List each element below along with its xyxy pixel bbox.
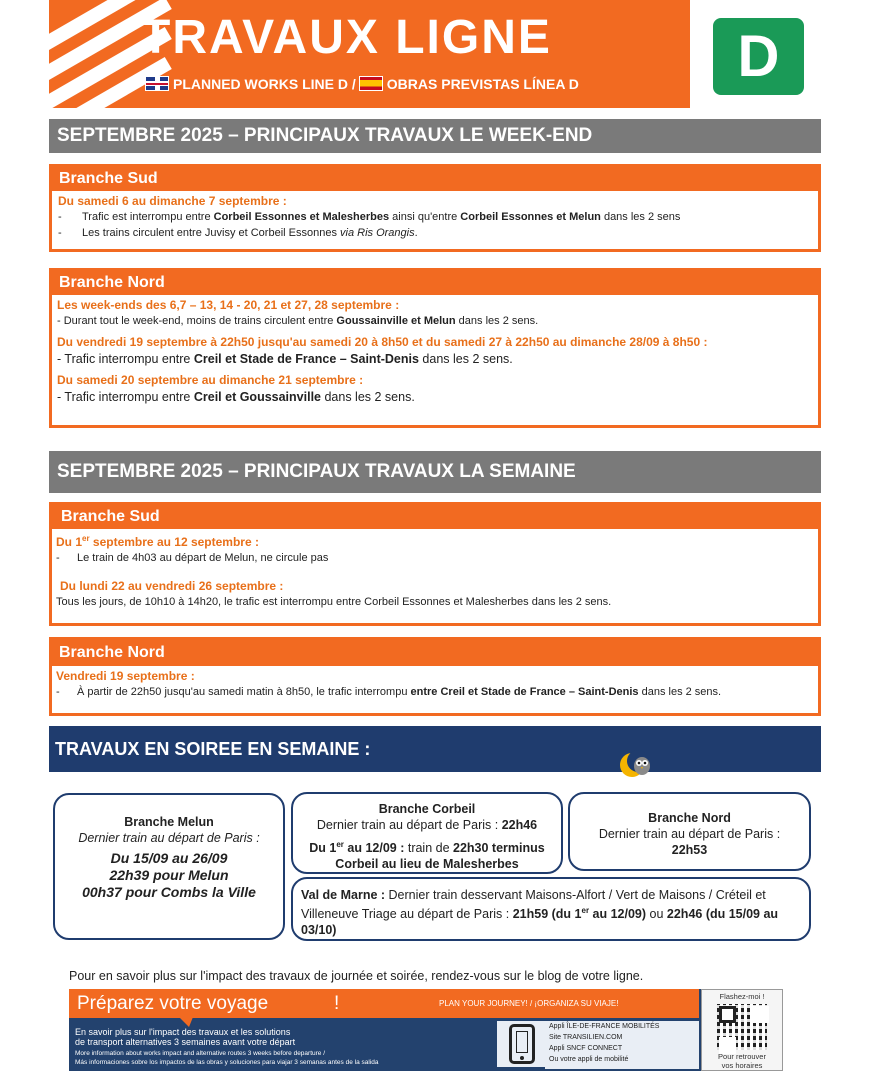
melun-subtitle: Dernier train au départ de Paris :: [78, 831, 260, 845]
weekend-nord-label: Branche Nord: [52, 271, 818, 295]
page-subtitle: [145, 76, 579, 92]
weekend-sud-label: Branche Sud: [52, 167, 818, 191]
weekend-sud-box: [49, 164, 821, 252]
corbeil-line1: Du 1er au 12/09 : train de 22h30 terminus: [309, 840, 545, 856]
week-nord-box: [49, 637, 821, 716]
uk-flag-icon: [145, 76, 169, 91]
qr-panel: [701, 989, 783, 1071]
apps-list: [545, 1021, 699, 1069]
week-sud-date1: Du 1er septembre au 12 septembre :: [56, 534, 259, 549]
card-branche-melun: [53, 793, 285, 940]
nord-evening-time: 22h53: [671, 843, 708, 857]
qr-caption-line2: vos horaires: [721, 1061, 763, 1070]
week-sud-label: Branche Sud: [52, 505, 818, 529]
week-nord-label: Branche Nord: [52, 640, 818, 666]
corbeil-subtitle: Dernier train au départ de Paris : 22h46: [316, 818, 538, 832]
week-sud-line2: Tous les jours, de 10h10 à 14h20, le trafic est interrompu entre Corbeil Essonnes et Malesherbes dans les 2 sens.: [56, 596, 612, 608]
week-section-title: SEPTEMBRE 2025 – PRINCIPAUX TRAVAUX LA SEMAINE: [49, 451, 821, 493]
prepare-exclamation: !: [334, 993, 340, 1014]
weekend-nord-date1: Les week-ends des 6,7 – 13, 14 - 20, 21 et 27, 28 septembre :: [57, 298, 400, 312]
footer-en-line: More information about works impact and alternative routes 3 weeks before departure /: [75, 1050, 326, 1057]
corbeil-line2: Corbeil au lieu de Malesherbes: [335, 857, 519, 872]
page-title: TRAVAUX LIGNE: [141, 11, 552, 64]
weekend-nord-line2: - Trafic interrompu entre Creil et Stade de France – Saint-Denis dans les 2 sens.: [57, 352, 513, 366]
app-mobility-other: Ou votre appli de mobilité: [549, 1056, 629, 1063]
weekend-sud-line1: - Trafic est interrompu entre Corbeil Essonnes et Malesherbes ainsi qu'entre Corbeil Essonnes et Melun dans les 2 sens: [58, 211, 681, 223]
prepare-title: Préparez votre voyage: [77, 993, 269, 1014]
site-transilien[interactable]: Site TRANSILIEN.COM: [549, 1034, 623, 1041]
week-sud-date2: Du lundi 22 au vendredi 26 septembre :: [60, 579, 284, 593]
evening-section-title: TRAVAUX EN SOIREE EN SEMAINE :: [49, 726, 821, 772]
footer-es-line: Más informaciones sobre los impactos de las obras y soluciones para viajar 3 semanas antes de la salida: [75, 1059, 379, 1066]
melun-title: Branche Melun: [124, 815, 214, 829]
nord-evening-title: Branche Nord: [648, 811, 731, 825]
spain-flag-icon: [359, 76, 383, 91]
subtitle-es: OBRAS PREVISTAS LÍNEA D: [386, 76, 579, 92]
card-val-de-marne: Val de Marne : Dernier train desservant Maisons-Alfort / Vert de Maisons / Créteil et Villeneuve Triage au départ de Paris : 21h59 (du 1er au 12/09) ou 22h46 (du 15/09 au 03/10): [291, 877, 811, 941]
weekend-nord-line1: - Durant tout le week-end, moins de trains circulent entre Goussainville et Melun dans les 2 sens.: [57, 315, 539, 327]
qr-caption-top: Flashez-moi !: [719, 992, 765, 1001]
nord-evening-subtitle: Dernier train au départ de Paris :: [598, 827, 781, 841]
app-sncf-connect[interactable]: Appli SNCF CONNECT: [549, 1045, 623, 1052]
qr-caption-line1: Pour retrouver: [718, 1052, 766, 1061]
card-branche-corbeil: [291, 792, 563, 874]
phone-icon: [509, 1024, 535, 1064]
footer-banner: [69, 989, 783, 1071]
week-nord-date: Vendredi 19 septembre :: [56, 669, 195, 683]
week-nord-line1: - À partir de 22h50 jusqu'au samedi matin à 8h50, le trafic interrompu entre Creil et Stade de France – Saint-Denis dans les 2 sens.: [56, 686, 722, 698]
moon-owl-icon: [618, 748, 652, 780]
line-d-badge: D: [713, 18, 804, 95]
melun-line3: 00h37 pour Combs la Ville: [82, 884, 256, 900]
weekend-section-title: SEPTEMBRE 2025 – PRINCIPAUX TRAVAUX LE WEEK-END: [49, 119, 821, 153]
melun-line2: 22h39 pour Melun: [109, 867, 229, 883]
footer-fr-line1: En savoir plus sur l'impact des travaux et les solutions: [75, 1027, 291, 1037]
subtitle-en: PLANNED WORKS LINE D /: [173, 76, 356, 92]
melun-line1: Du 15/09 au 26/09: [110, 850, 228, 866]
weekend-nord-date3: Du samedi 20 septembre au dimanche 21 septembre :: [57, 373, 364, 387]
header-banner: [49, 0, 690, 108]
weekend-nord-line3: - Trafic interrompu entre Creil et Goussainville dans les 2 sens.: [57, 390, 415, 404]
weekend-sud-date: Du samedi 6 au dimanche 7 septembre :: [58, 194, 287, 208]
footer-fr-line2: de transport alternatives 3 semaines avant votre départ: [75, 1037, 296, 1047]
card-branche-nord: [568, 792, 811, 871]
qr-code-icon[interactable]: [717, 1004, 767, 1050]
weekend-nord-box: [49, 268, 821, 428]
prepare-band: [69, 989, 699, 1018]
speech-pointer: [179, 1017, 193, 1027]
blog-note: Pour en savoir plus sur l'impact des travaux de journée et soirée, rendez-vous sur le blog de votre ligne.: [69, 969, 644, 983]
weekend-sud-line2: - Les trains circulent entre Juvisy et Corbeil Essonnes via Ris Orangis.: [58, 227, 418, 239]
weekend-nord-date2: Du vendredi 19 septembre à 22h50 jusqu'au samedi 20 à 8h50 et du samedi 27 à 22h50 au dimanche 28/09 à 8h50 :: [57, 335, 708, 349]
corbeil-title: Branche Corbeil: [378, 802, 476, 816]
week-sud-box: [49, 502, 821, 626]
app-idf-mobilites[interactable]: Appli ÎLE-DE-FRANCE MOBILITÉS: [549, 1023, 660, 1030]
week-sud-line1: - Le train de 4h03 au départ de Melun, ne circule pas: [56, 552, 329, 564]
plan-journey-text: PLAN YOUR JOURNEY! / ¡ORGANIZA SU VIAJE!: [439, 999, 619, 1008]
